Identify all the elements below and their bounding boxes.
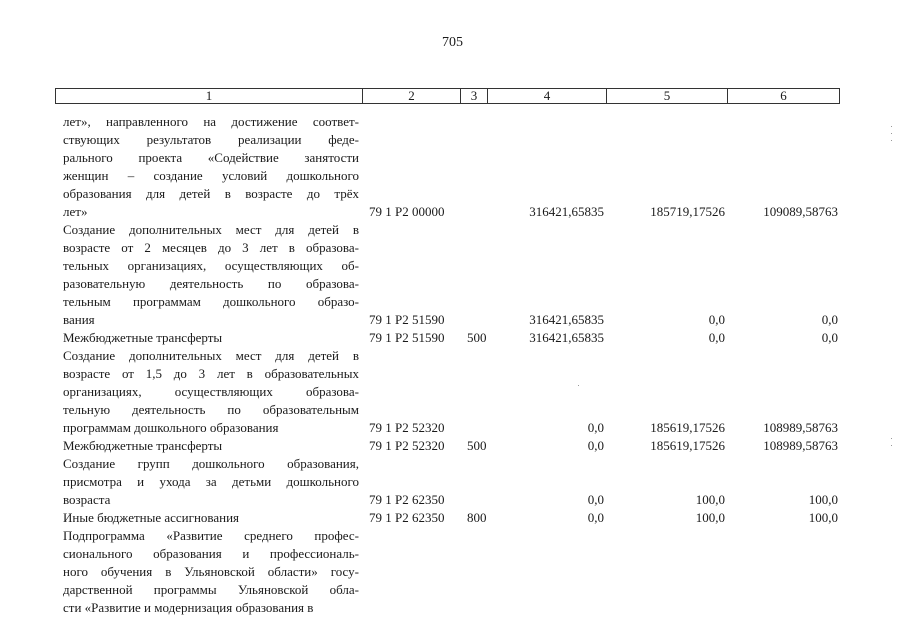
row-description-line: вания: [63, 312, 95, 327]
row-amount-col4: 316421,65835: [529, 204, 604, 219]
scan-speck: [891, 133, 892, 134]
row-description-line: Создание дополнительных мест для детей в: [63, 222, 359, 237]
row-description-line: возраста: [63, 492, 111, 507]
row-amount-col6: 100,0: [808, 510, 838, 525]
header-cell-6: 6: [727, 88, 840, 104]
row-description-line: возрасте от 1,5 до 3 лет в образовательных: [63, 366, 359, 381]
row-description-line: разовательную деятельность по образова-: [63, 276, 359, 291]
row-description-line: женщин – создание условий дошкольного: [63, 168, 359, 183]
row-description-line: образования для детей в возрасте до трёх: [63, 186, 359, 201]
row-amount-col6: 0,0: [821, 312, 838, 327]
row-target-code: 79 1 P2 62350: [369, 492, 445, 507]
row-description-line: дарственной программы Ульяновской обла-: [63, 582, 359, 597]
row-description-line: программам дошкольного образования: [63, 420, 279, 435]
row-target-code: 79 1 P2 52320: [369, 438, 445, 453]
row-amount-col4: 0,0: [587, 420, 604, 435]
header-cell-1: 1: [55, 88, 363, 104]
row-description-line: лет»: [63, 204, 88, 219]
row-description-line: Подпрограмма «Развитие среднего профес-: [63, 528, 359, 543]
row-description-line: ного обучения в Ульяновской области» госу-: [63, 564, 359, 579]
row-expense-type: 800: [467, 510, 487, 525]
row-target-code: 79 1 P2 52320: [369, 420, 445, 435]
header-cell-2: 2: [362, 88, 461, 104]
row-amount-col4: 0,0: [587, 492, 604, 507]
row-target-code: 79 1 P2 51590: [369, 330, 445, 345]
row-amount-col5: 100,0: [695, 510, 725, 525]
header-cell-3: 3: [460, 88, 488, 104]
scan-speck: [891, 445, 892, 446]
scan-speck: [891, 126, 892, 127]
row-description-line: организациях, осуществляющих образова-: [63, 384, 359, 399]
row-amount-col4: 0,0: [587, 438, 604, 453]
page-number: 705: [442, 35, 463, 50]
row-description-line: сионального образования и профессиональ-: [63, 546, 359, 561]
row-amount-col6: 108989,58763: [763, 438, 838, 453]
row-target-code: 79 1 P2 00000: [369, 204, 445, 219]
header-cell-5: 5: [606, 88, 728, 104]
row-description-line: Создание дополнительных мест для детей в: [63, 348, 359, 363]
row-target-code: 79 1 P2 51590: [369, 312, 445, 327]
row-description-line: тельную деятельность по образовательным: [63, 402, 359, 417]
row-description-line: рального проекта «Содействие занятости: [63, 150, 359, 165]
header-cell-4: 4: [487, 88, 607, 104]
row-description-line: тельным программам дошкольного образо-: [63, 294, 359, 309]
row-description-line: Межбюджетные трансферты: [63, 330, 223, 345]
scan-speck: [578, 385, 579, 386]
row-amount-col6: 0,0: [821, 330, 838, 345]
row-description-line: присмотра и ухода за детьми дошкольного: [63, 474, 359, 489]
scan-speck: [891, 438, 892, 439]
row-description-line: Создание групп дошкольного образования,: [63, 456, 359, 471]
row-amount-col5: 0,0: [708, 330, 725, 345]
row-amount-col5: 185619,17526: [650, 420, 725, 435]
row-description-line: возрасте от 2 месяцев до 3 лет в образова-: [63, 240, 359, 255]
row-description-line: Иные бюджетные ассигнования: [63, 510, 240, 525]
row-amount-col6: 108989,58763: [763, 420, 838, 435]
row-amount-col6: 109089,58763: [763, 204, 838, 219]
row-amount-col5: 100,0: [695, 492, 725, 507]
row-amount-col4: 316421,65835: [529, 330, 604, 345]
row-description-line: лет», направленного на достижение соответ-: [63, 114, 359, 129]
row-amount-col5: 0,0: [708, 312, 725, 327]
row-amount-col4: 316421,65835: [529, 312, 604, 327]
row-description-line: сти «Развитие и модернизация образования в: [63, 600, 314, 615]
row-description-line: Межбюджетные трансферты: [63, 438, 223, 453]
row-amount-col5: 185619,17526: [650, 438, 725, 453]
row-amount-col4: 0,0: [587, 510, 604, 525]
row-expense-type: 500: [467, 438, 487, 453]
row-amount-col6: 100,0: [808, 492, 838, 507]
row-description-line: тельных организациях, осуществляющих об-: [63, 258, 359, 273]
row-description-line: ствующих результатов реализации феде-: [63, 132, 359, 147]
scan-speck: [891, 140, 892, 141]
row-target-code: 79 1 P2 62350: [369, 510, 445, 525]
row-amount-col5: 185719,17526: [650, 204, 725, 219]
row-expense-type: 500: [467, 330, 487, 345]
